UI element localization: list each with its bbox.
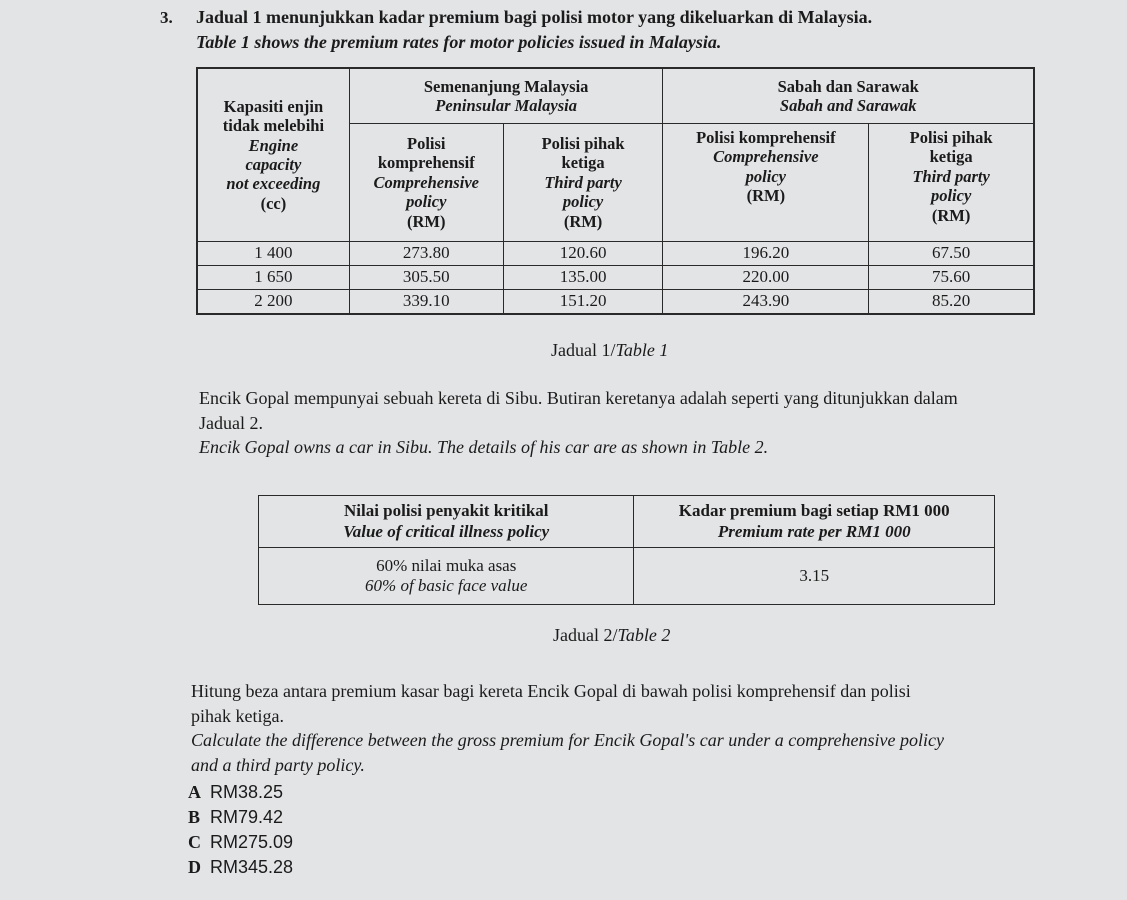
policy-value-ms-text: 60% nilai muka asas: [376, 555, 517, 575]
intro-english: Table 1 shows the premium rates for motor policies issued in Malaysia.: [196, 32, 722, 52]
prompt-malay-2: pihak ketiga.: [191, 706, 284, 726]
premium-rate-en: Premium rate per RM1 000: [717, 521, 911, 541]
header-premium-rate: [634, 496, 995, 548]
cell-pen-comp: 305.50: [349, 266, 503, 290]
cell-pen-tp: 135.00: [503, 266, 663, 290]
details-malay-2: Jadual 2.: [199, 413, 263, 433]
premium-rates-table: [197, 68, 1034, 314]
option-a[interactable]: [188, 782, 283, 803]
details-english: Encik Gopal owns a car in Sibu. The details of his car are as shown in Table 2.: [199, 437, 769, 457]
pen-comp-unit: (RM): [407, 211, 446, 231]
option-text: RM345.28: [210, 857, 294, 877]
ss-comp-en-2: policy: [745, 166, 786, 186]
ss-tp-unit: (RM): [931, 205, 971, 225]
table1-caption: [551, 340, 668, 361]
option-c[interactable]: [188, 832, 293, 853]
pen-tp-ms-2: ketiga: [561, 153, 605, 173]
critical-illness-table: [258, 495, 995, 605]
option-text: RM275.09: [210, 832, 294, 852]
header-sabah-sarawak: [663, 69, 1034, 124]
header-pen-comprehensive: [349, 124, 503, 242]
engine-en-1: Engine: [248, 135, 299, 155]
header-ss-comprehensive: [663, 124, 869, 242]
sabah-sarawak-ms: Sabah dan Sarawak: [777, 76, 919, 96]
table1-caption-en: Table 1: [615, 340, 669, 360]
cell-ss-comp: 196.20: [663, 242, 869, 266]
pen-tp-en-2: policy: [562, 192, 604, 212]
details-malay-1: Encik Gopal mempunyai sebuah kereta di Sibu. Butiran keretanya adalah seperti yang ditunjukkan dalam: [199, 388, 958, 408]
cell-premium-rate: 3.15: [634, 548, 995, 605]
peninsular-en: Peninsular Malaysia: [435, 96, 577, 115]
policy-value-en: Value of critical illness policy: [343, 521, 550, 541]
ss-comp-unit: (RM): [746, 186, 786, 206]
option-letter: A: [188, 782, 201, 802]
engine-unit: (cc): [260, 193, 287, 213]
prompt-english-1: Calculate the difference between the gross premium for Encik Gopal's car under a comprehensive policy: [191, 730, 945, 750]
ss-comp-ms: Polisi komprehensif: [696, 128, 836, 147]
table2-caption-en: Table 2: [617, 625, 671, 645]
pen-comp-en-1: Comprehensive: [373, 172, 479, 192]
cell-pen-comp: 273.80: [349, 242, 503, 266]
pen-tp-unit: (RM): [563, 211, 603, 231]
premium-rate-ms: Kadar premium bagi setiap RM1 000: [678, 501, 950, 521]
cell-ss-comp: 220.00: [663, 266, 869, 290]
cell-ss-tp: 67.50: [869, 242, 1034, 266]
cell-ss-tp: 85.20: [869, 290, 1034, 314]
cell-cc: 1 650: [198, 266, 350, 290]
table2-caption: [553, 625, 670, 646]
intro-malay: Jadual 1 menunjukkan kadar premium bagi polisi motor yang dikeluarkan di Malaysia.: [196, 7, 873, 27]
engine-en-2: capacity: [245, 155, 302, 174]
option-d[interactable]: [188, 857, 293, 878]
ss-comp-en-1: Comprehensive: [713, 147, 819, 167]
engine-en-3: not exceeding: [226, 174, 321, 194]
header-ss-third-party: [869, 124, 1034, 242]
sabah-sarawak-en: Sabah and Sarawak: [779, 96, 917, 115]
prompt-english-2: and a third party policy.: [191, 755, 365, 775]
header-policy-value: [259, 496, 634, 548]
pen-tp-en-1: Third party: [544, 172, 622, 192]
header-peninsular: [349, 69, 663, 124]
pen-comp-en-2: policy: [406, 192, 447, 212]
policy-value-en-text: 60% of basic face value: [365, 576, 528, 595]
cell-pen-tp: 151.20: [503, 290, 663, 314]
option-text: RM38.25: [210, 782, 284, 802]
table-row: [198, 266, 1034, 290]
header-pen-third-party: [503, 124, 663, 242]
pen-tp-ms-1: Polisi pihak: [541, 133, 625, 153]
prompt-malay-1: Hitung beza antara premium kasar bagi kereta Encik Gopal di bawah polisi komprehensif dan polisi: [191, 681, 911, 701]
ss-tp-en-1: Third party: [912, 166, 990, 186]
engine-ms-1: Kapasiti enjin: [223, 96, 324, 116]
header-engine-capacity: [198, 69, 350, 242]
question-number: 3.: [160, 8, 173, 27]
policy-value-ms: Nilai polisi penyakit kritikal: [343, 501, 549, 521]
ss-tp-ms-2: ketiga: [929, 147, 973, 167]
cell-ss-tp: 75.60: [869, 266, 1034, 290]
table1-caption-ms: Jadual 1/: [551, 340, 616, 360]
engine-ms-2: tidak melebihi: [222, 116, 325, 136]
ss-tp-en-2: policy: [930, 186, 972, 206]
table2-caption-ms: Jadual 2/: [553, 625, 618, 645]
cell-pen-tp: 120.60: [503, 242, 663, 266]
ss-tp-ms-1: Polisi pihak: [909, 128, 993, 147]
option-text: RM79.42: [210, 807, 284, 827]
option-letter: C: [188, 832, 201, 852]
cell-cc: 1 400: [198, 242, 350, 266]
peninsular-ms: Semenanjung Malaysia: [423, 76, 589, 96]
cell-policy-value: [259, 548, 634, 605]
pen-comp-ms-2: komprehensif: [377, 153, 475, 173]
option-letter: D: [188, 857, 201, 877]
option-b[interactable]: [188, 807, 283, 828]
table-row: [198, 290, 1034, 314]
option-letter: B: [188, 807, 201, 827]
cell-pen-comp: 339.10: [349, 290, 503, 314]
pen-comp-ms-1: Polisi: [407, 133, 446, 153]
cell-ss-comp: 243.90: [663, 290, 869, 314]
cell-cc: 2 200: [198, 290, 350, 314]
table-row: [198, 242, 1034, 266]
